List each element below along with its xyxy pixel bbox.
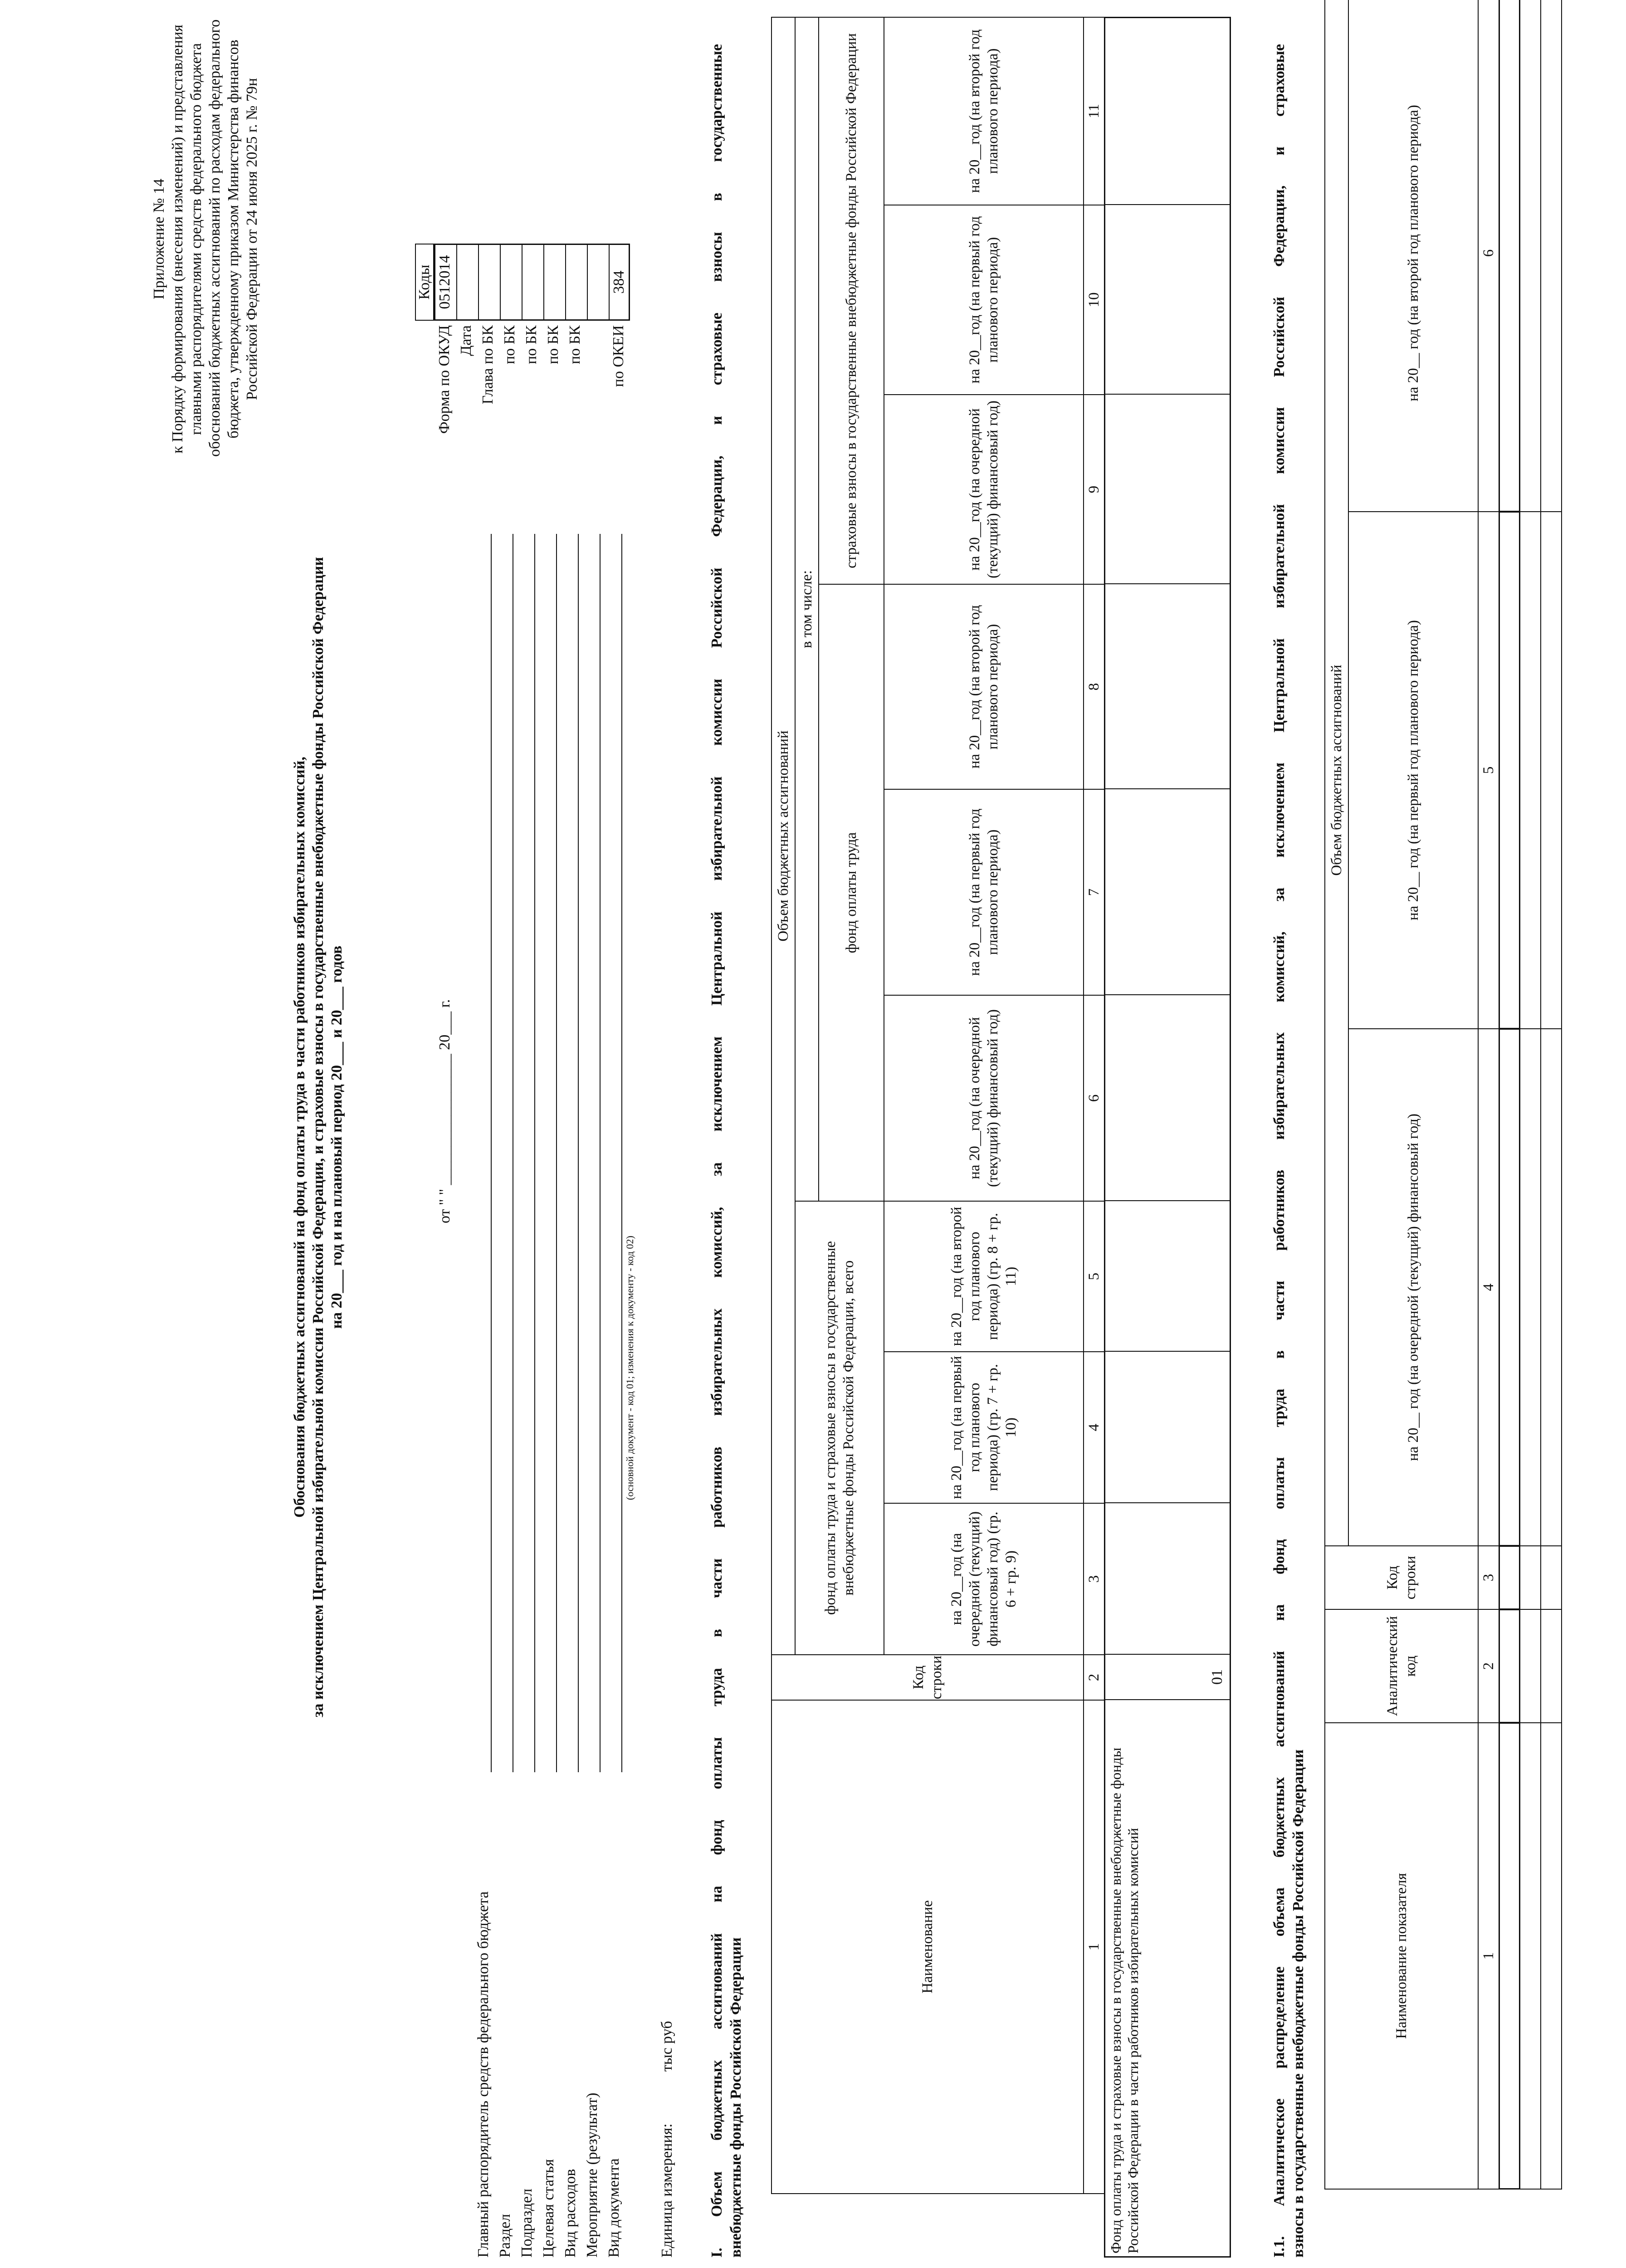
s1-h-col7: на 20__год (на первый год планового периода)	[884, 789, 1084, 996]
field-line-distributor[interactable]	[491, 534, 492, 1772]
s11-row-value[interactable]	[1499, 511, 1520, 1029]
section11-heading-cont: взносы в государственные внебюджетные фонды Российской Федерации	[1290, 1749, 1307, 2258]
s11-h-code: Код строки	[1324, 1545, 1479, 1610]
appendix-line: главными распорядителями средств федерального бюджета	[188, 43, 205, 435]
s11-row-name[interactable]	[1499, 1722, 1520, 2190]
code-value-glava[interactable]	[479, 245, 501, 319]
field-label-event: Мероприятие (результат)	[584, 2092, 601, 2258]
field-line-doc-type[interactable]	[621, 534, 622, 1772]
field-label-subsection: Подраздел	[518, 2188, 535, 2258]
s11-row-name[interactable]	[1519, 1722, 1541, 2190]
s11-row-code[interactable]	[1519, 1545, 1541, 1610]
section11-heading: I.1. Аналитическое распределение объема бюджетных ассигнований на фонд оплаты труда в части работников избирательных комиссий, за исключением Центральной избирательной комиссии Российской Федерации, и страховые	[1271, 44, 1288, 2258]
s11-row-value[interactable]	[1519, 511, 1541, 1029]
s1-num: 1	[1083, 1700, 1105, 2194]
appendix-line: бюджета, утвержденному приказом Министерства финансов	[225, 39, 242, 439]
s11-h-volume: Объем бюджетных ассигнований	[1324, 0, 1349, 1546]
s1-data-row	[1104, 17, 1231, 2258]
s11-row-analytic-code[interactable]	[1499, 1609, 1520, 1723]
s11-row-analytic-code[interactable]	[1519, 1609, 1541, 1723]
s11-num: 4	[1478, 1028, 1499, 1546]
s11-row-value[interactable]	[1499, 0, 1520, 512]
code-label: Форма по ОКУД	[436, 325, 453, 434]
s1-row-value-col9[interactable]	[1105, 394, 1230, 584]
s11-row-value[interactable]	[1499, 1028, 1520, 1546]
s11-h-col4: на 20__ год (на очередной (текущий) финансовый год)	[1348, 1028, 1479, 1546]
s1-row-value-col4[interactable]	[1105, 1351, 1230, 1503]
s11-h-analytic-code: Аналитический код	[1324, 1609, 1479, 1723]
doc-type-note: (основной документ - код 01; изменения к документу - код 02)	[624, 1236, 635, 1500]
s1-h-col4: на 20__год (на первый год планового периода) (гр. 7 + гр. 10)	[884, 1351, 1084, 1504]
code-value-bk[interactable]	[544, 245, 566, 319]
s1-h-fot: фонд оплаты труда	[818, 584, 884, 1202]
unit-value: тыс руб	[659, 2021, 675, 2072]
code-value-date[interactable]	[457, 245, 479, 319]
field-label-expense-type: Вид расходов	[562, 2169, 579, 2258]
title-line: на 20___ год и на плановый период 20___ и 20___ годов	[328, 945, 345, 1329]
s11-row-value[interactable]	[1540, 511, 1562, 1029]
s1-num: 7	[1083, 789, 1105, 996]
s11-h-col6: на 20__ год (на второй год планового периода)	[1348, 0, 1479, 512]
s11-num: 6	[1478, 0, 1499, 512]
s1-h-code: Код строки	[771, 1654, 1084, 1701]
s1-row-value-col6[interactable]	[1105, 994, 1230, 1201]
field-line-event[interactable]	[600, 534, 601, 1772]
s1-num: 9	[1083, 394, 1105, 585]
s1-h-col8: на 20__год (на второй год планового периода)	[884, 584, 1084, 790]
s1-row-value-col5[interactable]	[1105, 1200, 1230, 1352]
code-value-okei: 384	[610, 270, 627, 294]
s1-num: 11	[1083, 17, 1105, 205]
title-line: Обоснования бюджетных ассигнований на фонд оплаты труда в части работников избирательных комиссий,	[291, 757, 308, 1518]
s11-row-value[interactable]	[1540, 0, 1562, 512]
s11-h-col5: на 20__ год (на первый год планового периода)	[1348, 511, 1479, 1029]
title-line: за исключением Центральной избирательной комиссии Российской Федерации, и страховые взносы в государственные внебюджетные фонды Российской Федерации	[310, 557, 327, 1718]
s11-num: 1	[1478, 1722, 1499, 2190]
s11-row-name[interactable]	[1540, 1722, 1562, 2190]
code-label: по БК	[523, 325, 540, 364]
code-value-bk[interactable]	[566, 245, 588, 319]
s1-h-col10: на 20__год (на первый год планового периода)	[884, 205, 1084, 395]
s1-h-total: фонд оплаты труда и страховые взносы в государственные внебюджетные фонды Российской Федерации, всего	[795, 1201, 884, 1655]
s1-num: 2	[1083, 1654, 1105, 1701]
s1-num: 5	[1083, 1201, 1105, 1352]
s1-h-insurance: страховые взносы в государственные внебюджетные фонды Российской Федерации	[818, 17, 884, 585]
codes-header: Коды	[415, 244, 434, 321]
code-value-blank[interactable]	[588, 245, 610, 319]
s1-row-code: 01	[1209, 1669, 1226, 1685]
s1-h-col11: на 20__год (на второй год планового периода)	[884, 17, 1084, 205]
code-label: по БК	[545, 325, 562, 364]
field-label-distributor: Главный распорядитель средств федерального бюджета	[475, 1891, 492, 2258]
s1-num: 8	[1083, 584, 1105, 790]
s11-row-value[interactable]	[1540, 1028, 1562, 1546]
s11-row-analytic-code[interactable]	[1540, 1609, 1562, 1723]
s1-h-col9: на 20__год (на очередной (текущий) финансовый год)	[884, 394, 1084, 585]
s1-h-col3: на 20__год (на очередной (текущий) финансовый год) (гр. 6 + гр. 9)	[884, 1503, 1084, 1655]
section1-table	[771, 17, 1134, 2194]
field-line-expense-type[interactable]	[578, 534, 579, 1772]
s1-row-value-col7[interactable]	[1105, 788, 1230, 995]
s1-row-value-col3[interactable]	[1105, 1502, 1230, 1655]
code-value-okud: 0512014	[435, 245, 457, 319]
section1-heading: I. Объем бюджетных ассигнований на фонд оплаты труда в части работников избирательных комиссий, за исключением Центральной избирательной комиссии Российской Федерации, и страховые взносы в государственные	[708, 44, 725, 2258]
s11-row-code[interactable]	[1540, 1545, 1562, 1610]
section11-table	[1324, 0, 1615, 2190]
s1-h-volume: Объем бюджетных ассигнований	[771, 17, 796, 1655]
s1-num: 4	[1083, 1351, 1105, 1504]
code-label: по БК	[501, 325, 518, 364]
appendix-note	[150, 21, 261, 457]
field-label-section: Раздел	[497, 2214, 513, 2258]
code-value-bk[interactable]	[522, 245, 544, 319]
unit-label: Единица измерения:	[659, 2123, 675, 2258]
s1-num: 10	[1083, 205, 1105, 395]
section1-heading-cont: внебюджетные фонды Российской Федерации	[728, 1937, 744, 2258]
s11-num: 5	[1478, 511, 1499, 1029]
appendix-line: к Порядку формирования (внесения изменений) и представления	[169, 24, 186, 454]
codes-value-column	[434, 244, 630, 321]
field-label-target: Целевая статья	[540, 2159, 557, 2258]
document-date: от " " _________________ 20___ г.	[436, 999, 453, 1223]
s11-num: 3	[1478, 1545, 1499, 1610]
document-title	[290, 321, 346, 1954]
s11-row-code[interactable]	[1499, 1545, 1520, 1610]
s1-num: 3	[1083, 1503, 1105, 1655]
code-label: по ОКЕИ	[610, 325, 627, 387]
s11-row-value[interactable]	[1519, 0, 1541, 512]
s11-num: 2	[1478, 1609, 1499, 1723]
field-label-doc-type: Вид документа	[605, 2158, 622, 2258]
s11-h-name: Наименование показателя	[1324, 1722, 1479, 2190]
s1-row-value-col10[interactable]	[1105, 204, 1230, 395]
s1-row-value-col11[interactable]	[1105, 18, 1230, 205]
s1-row-name: Фонд оплаты труда и страховые взносы в государственные внебюджетные фонды Российской Федерации в части работников избирательных комиссий	[1108, 1747, 1141, 2253]
code-label: Дата	[458, 325, 474, 356]
appendix-line: обоснований бюджетных ассигнований по расходам федерального	[206, 19, 223, 457]
field-line-target[interactable]	[556, 534, 557, 1772]
code-value-bk[interactable]	[501, 245, 522, 319]
s11-row-value[interactable]	[1519, 1028, 1541, 1546]
s1-h-col5: на 20__год (на второй год планового периода) (гр. 8 + гр. 11)	[884, 1201, 1084, 1352]
appendix-line: Приложение № 14	[151, 179, 167, 299]
s1-h-including: в том числе:	[795, 17, 819, 1202]
appendix-line: Российской Федерации от 24 июня 2025 г. № 79н	[244, 78, 260, 401]
s1-row-value-col8[interactable]	[1105, 583, 1230, 789]
field-line-subsection[interactable]	[534, 534, 535, 1772]
s1-h-col6: на 20__год (на очередной (текущий) финансовый год)	[884, 995, 1084, 1202]
s1-h-name: Наименование	[771, 1700, 1084, 2194]
code-label: Глава по БК	[479, 325, 496, 405]
s1-num: 6	[1083, 995, 1105, 1202]
code-label: по БК	[566, 325, 583, 364]
